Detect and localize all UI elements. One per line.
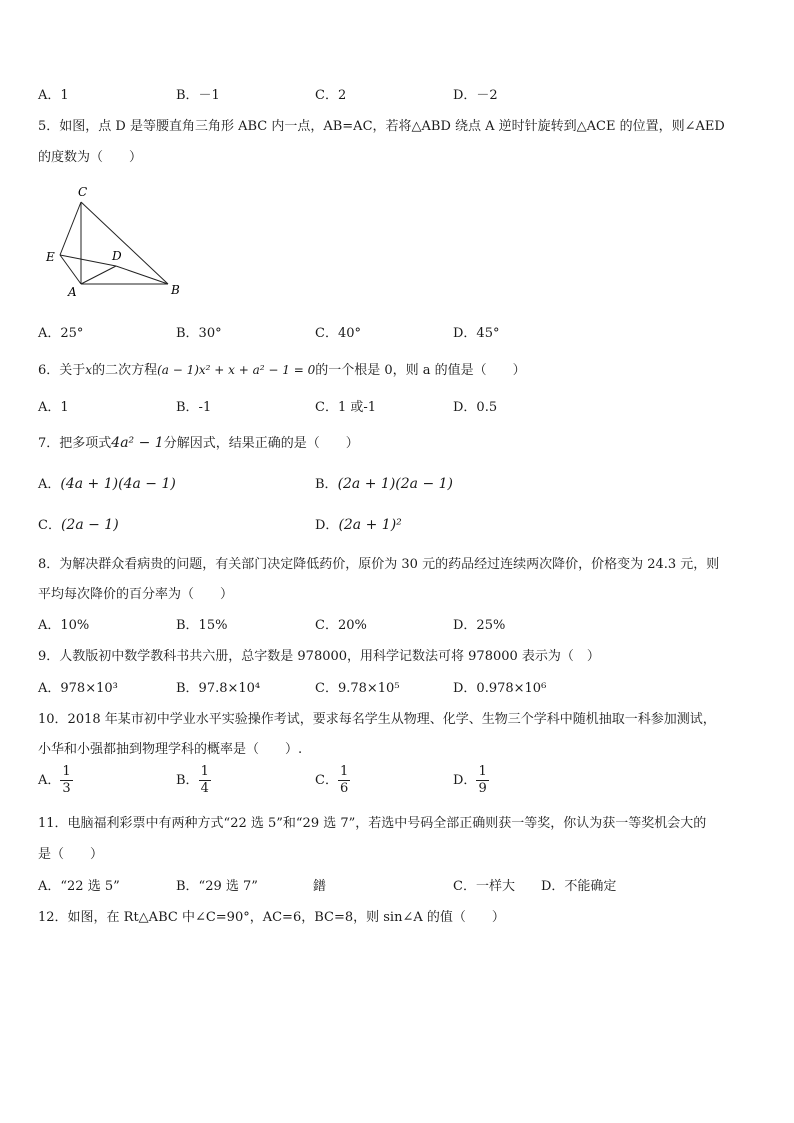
q7-option-c: [38, 514, 119, 533]
q7-option-a: [38, 473, 176, 492]
q7-stem-suffix: 分解因式，结果正确的是（ ）: [163, 436, 359, 451]
q4-option-d: D．－2: [453, 88, 498, 103]
q10-option-c: [315, 764, 350, 797]
q7-option-a-expr: (4a + 1)(4a − 1): [60, 476, 176, 492]
q9-option-a: A．978×10³: [38, 681, 118, 696]
q8-stem-line1: 8．为解决群众看病贵的问题，有关部门决定降低药价，原价为 30 元的药品经过连续两次降价，价格变为 24.3 元，则: [38, 557, 720, 572]
label-e: E: [46, 250, 55, 264]
denominator: 6: [339, 781, 349, 796]
q5-option-a: A．25°: [38, 326, 84, 341]
q10-option-c-label: C．: [315, 773, 338, 788]
q7-polynomial: 4a² − 1: [111, 435, 164, 451]
q10-stem-line2: 小华和小强都抽到物理学科的概率是（ ）.: [38, 742, 303, 757]
numerator: 1: [339, 764, 349, 779]
q8-option-b: B．15%: [176, 618, 228, 633]
q4-option-c: C．2: [315, 88, 347, 103]
q11-option-c: C．一样大: [453, 879, 515, 894]
q6-stem-suffix: 的一个根是 0，则 a 的值是（ ）: [315, 363, 526, 378]
q10-option-d-fraction: [476, 764, 488, 797]
q11-stem-line1: 11．电脑福利彩票中有两种方式“22 选 5”和“29 选 7”，若选中号码全部正确则获一等奖，你认为获一等奖机会大的: [38, 816, 707, 831]
q5-triangle-figure: [38, 182, 188, 300]
q12-stem: 12．如图，在 Rt△ABC 中∠C=90°，AC=6，BC=8，则 sin∠A 的值（ ）: [38, 910, 505, 925]
q10-option-b-fraction: [199, 764, 211, 797]
q9-option-c: C．9.78×10⁵: [315, 681, 400, 696]
numerator: 1: [62, 764, 71, 779]
q5-stem-line2: 的度数为（ ）: [38, 150, 143, 165]
label-c: C: [78, 185, 88, 199]
q4-option-a: A．1: [38, 88, 69, 103]
q10-option-a-label: A．: [38, 773, 61, 788]
q10-option-d: [453, 764, 489, 797]
q11-option-d: D．不能确定: [541, 879, 617, 894]
q5-option-c: C．40°: [315, 326, 361, 341]
q6-option-a: A．1: [38, 400, 69, 415]
segment-ea: [60, 255, 81, 284]
q6-stem-prefix: 6．关于: [38, 363, 86, 378]
q8-stem-line2: 平均每次降价的百分率为（ ）: [38, 587, 234, 602]
q6-equation: (a − 1)x² + x + a² − 1 = 0: [157, 363, 316, 377]
denominator: 3: [62, 781, 71, 796]
q7-stem-prefix: 7．把多项式: [38, 436, 112, 451]
q10-option-b-label: B．: [176, 773, 199, 788]
q6-variable: x: [85, 363, 93, 377]
q7-option-d: [315, 514, 402, 533]
q6-option-c: C．1 或-1: [315, 400, 377, 415]
q11-stray-glyph: 鐠: [313, 879, 327, 894]
segment-cb: [81, 202, 168, 284]
q10-stem-line1: 10．2018 年某市初中学业水平实验操作考试，要求每名学生从物理、化学、生物三个学科中随机抽取一科参加测试，: [38, 712, 716, 727]
label-b: B: [171, 283, 180, 297]
q7-stem: [38, 432, 359, 451]
q10-option-c-fraction: [338, 764, 350, 797]
q6-stem-middle: 的二次方程: [92, 363, 158, 378]
q6-option-d: D．0.5: [453, 400, 498, 415]
denominator: 4: [200, 781, 209, 796]
q7-option-b-label: B．: [315, 477, 338, 492]
q7-option-c-expr: (2a − 1): [60, 517, 119, 533]
numerator: 1: [200, 764, 209, 779]
q5-stem-line1: 5．如图，点 D 是等腰直角三角形 ABC 内一点，AB=AC，若将△ABD 绕点 A 逆时针旋转到△ACE 的位置，则∠AED: [38, 119, 725, 134]
label-a: A: [68, 285, 77, 299]
segment-db: [116, 266, 168, 284]
segment-ad: [81, 266, 116, 284]
segment-ce: [60, 202, 81, 255]
q6-stem: [38, 359, 526, 378]
q9-option-b: B．97.8×10⁴: [176, 681, 261, 696]
q10-option-a-fraction: [60, 764, 72, 797]
q10-option-d-label: D．: [453, 773, 477, 788]
q4-option-b: B．－1: [176, 88, 220, 103]
q7-option-c-label: C．: [38, 518, 61, 533]
q6-option-b: B．-1: [176, 400, 212, 415]
numerator: 1: [478, 764, 487, 779]
label-d: D: [112, 249, 122, 263]
q8-option-d: D．25%: [453, 618, 506, 633]
q11-stem-line2: 是（ ）: [38, 847, 104, 862]
q7-option-d-expr: (2a + 1)²: [338, 517, 402, 533]
q9-stem: 9．人教版初中数学教科书共六册，总字数是 978000，用科学记数法可将 978000 表示为（ ）: [38, 649, 600, 664]
q7-option-d-label: D．: [315, 518, 339, 533]
denominator: 9: [478, 781, 487, 796]
q8-option-a: A．10%: [38, 618, 90, 633]
q11-option-a: A．“22 选 5”: [38, 879, 120, 894]
q5-option-d: D．45°: [453, 326, 500, 341]
q7-option-b: [315, 473, 453, 492]
q10-option-b: [176, 764, 211, 797]
q9-option-d: D．0.978×10⁶: [453, 681, 547, 696]
q8-option-c: C．20%: [315, 618, 367, 633]
q7-option-a-label: A．: [38, 477, 61, 492]
segment-ed: [60, 255, 116, 266]
q11-option-b: B．“29 选 7”: [176, 879, 258, 894]
q5-option-b: B．30°: [176, 326, 222, 341]
q10-option-a: [38, 764, 73, 797]
q7-option-b-expr: (2a + 1)(2a − 1): [337, 476, 453, 492]
